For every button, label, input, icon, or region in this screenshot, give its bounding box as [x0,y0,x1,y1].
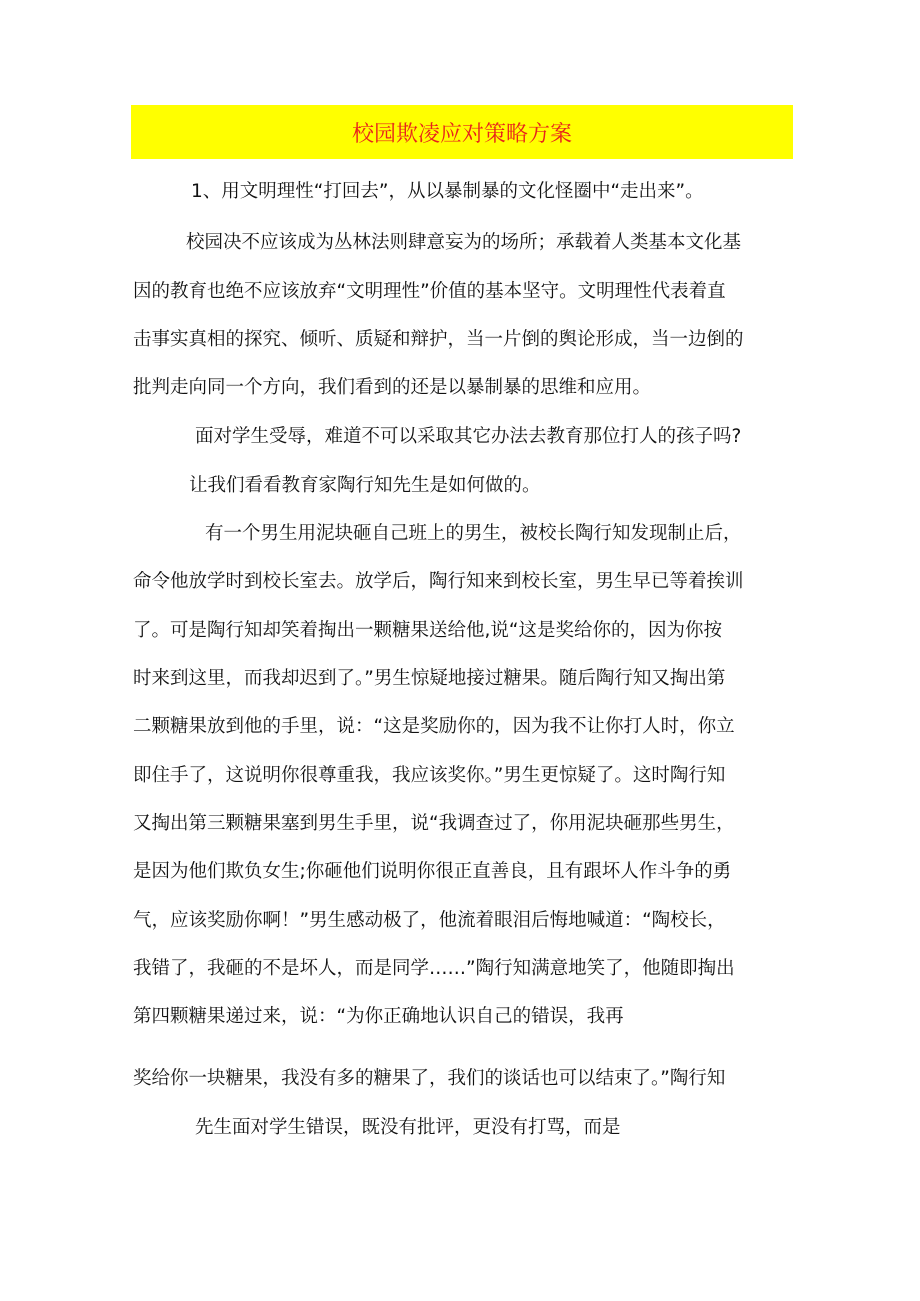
paragraph-line: 因的教育也绝不应该放弃“文明理性”价值的基本坚守。文明理性代表着直 [133,281,726,302]
paragraph-line: 即住手了，这说明你很尊重我，我应该奖你。”男生更惊疑了。这时陶行知 [133,765,726,786]
title-banner [131,105,793,159]
paragraph-line: 又掏出第三颗糖果塞到男生手里，说“我调查过了，你用泥块砸那些男生， [133,813,735,834]
paragraph-line: 了。可是陶行知却笑着掏出一颗糖果送给他,说“这是奖给你的，因为你按 [133,620,722,641]
paragraph-line: 让我们看看教育家陶行知先生是如何做的。 [189,475,541,496]
paragraph-line: 批判走向同一个方向，我们看到的还是以暴制暴的思维和应用。 [133,377,652,398]
paragraph-line: 气，应该奖励你啊！”男生感动极了，他流着眼泪后悔地喊道：“陶校长， [133,910,726,931]
paragraph-line: 奖给你一块糖果，我没有多的糖果了，我们的谈话也可以结束了。”陶行知 [133,1068,726,1089]
paragraph-line: 校园决不应该成为丛林法则肆意妄为的场所；承载着人类基本文化基 [186,232,742,253]
paragraph-line: 二颗糖果放到他的手里，说：“这是奖励你的，因为我不让你打人时，你立 [133,716,735,737]
paragraph-line: 时来到这里，而我却迟到了。”男生惊疑地接过糖果。随后陶行知又掏出第 [133,668,726,689]
paragraph-line: 先生面对学生错误，既没有批评，更没有打骂，而是 [195,1117,621,1138]
paragraph-line: 命令他放学时到校长室去。放学后，陶行知来到校长室，男生早已等着挨训 [133,571,744,592]
paragraph-line: 1、用文明理性“打回去”，从以暴制暴的文化怪圈中“走出来”。 [191,181,704,202]
paragraph-line: 是因为他们欺负女生;你砸他们说明你很正直善良，且有跟坏人作斗争的勇 [133,861,732,882]
paragraph-line: 面对学生受辱，难道不可以采取其它办法去教育那位打人的孩子吗? [195,426,742,447]
paragraph-line: 有一个男生用泥块砸自己班上的男生，被校长陶行知发现制止后， [205,523,742,544]
paragraph-line: 击事实真相的探究、倾听、质疑和辩护，当一片倒的舆论形成，当一边倒的 [133,329,744,350]
document-title: 校园欺凌应对策略方案 [351,121,572,147]
paragraph-line: 第四颗糖果递过来，说：“为你正确地认识自己的错误，我再 [133,1006,624,1027]
paragraph-line: 我错了，我砸的不是坏人，而是同学……”陶行知满意地笑了，他随即掏出 [133,958,735,979]
